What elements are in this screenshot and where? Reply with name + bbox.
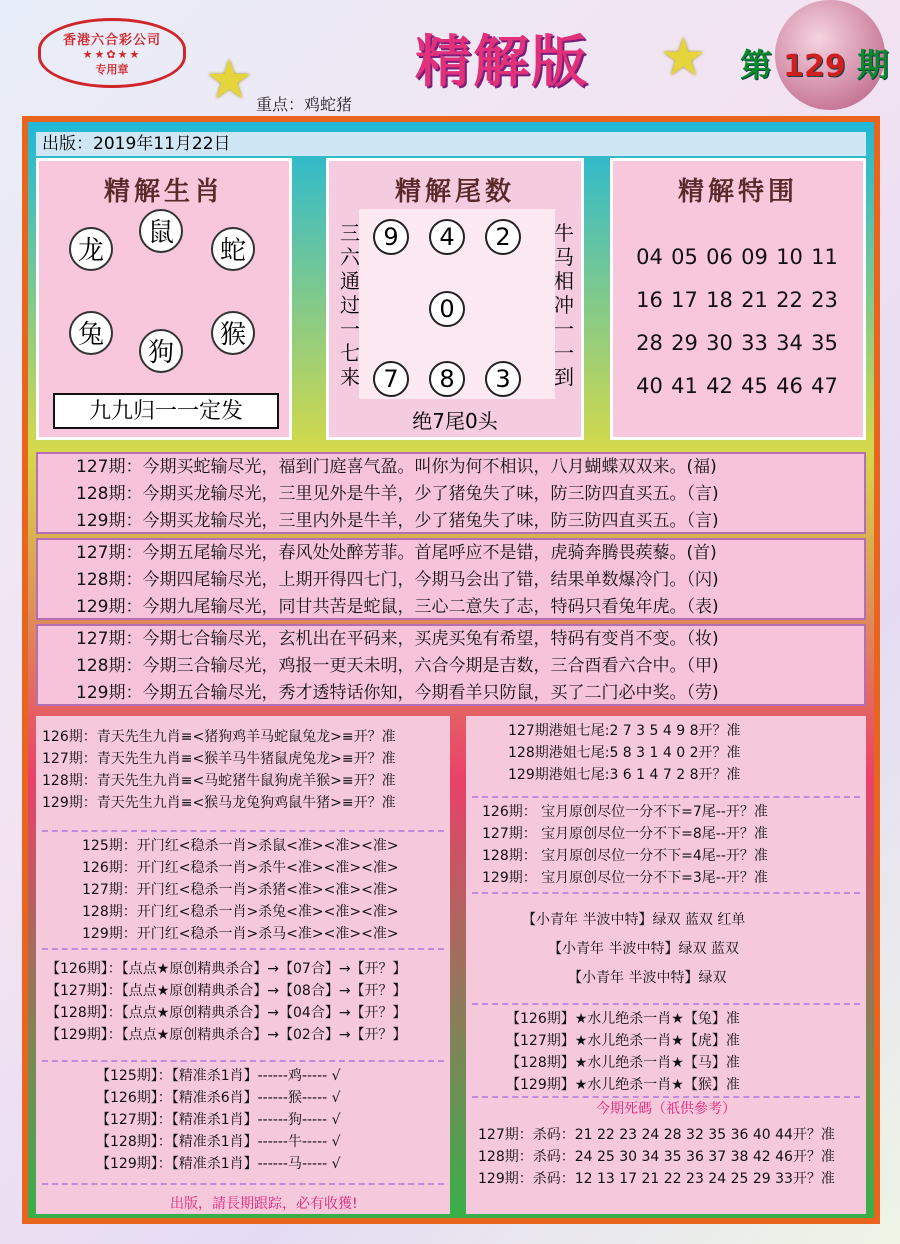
special-number: 33 bbox=[741, 331, 768, 355]
baoyue-row: 127期： 宝月原创尽位一分不下=8尾--开？准 bbox=[482, 826, 768, 842]
tail-number: 9 bbox=[373, 219, 409, 255]
divider bbox=[42, 1183, 444, 1185]
shahe-row: 【126期】：【点点★原创精典杀合】→【07合】→【开？】 bbox=[46, 961, 407, 977]
zodiac-slogan: 九九归一一定发 bbox=[53, 393, 279, 429]
tail-footer: 绝7尾0头 bbox=[412, 409, 498, 433]
divider bbox=[472, 892, 860, 894]
shuier-row: 【129期】★水儿绝杀一肖★【猴】准 bbox=[506, 1077, 740, 1093]
tail-left-vertical: 三六通过一七来 bbox=[340, 221, 360, 389]
poem-row: 128期：今期四尾输尽光，上期开得四七门，今期马会出了错，结果单数爆冷门。（闪) bbox=[76, 570, 719, 590]
issue-prefix: 第 bbox=[740, 46, 773, 84]
special-number-grid bbox=[632, 236, 842, 408]
tail-number: 3 bbox=[485, 361, 521, 397]
special-number: 47 bbox=[811, 374, 838, 398]
special-number: 34 bbox=[776, 331, 803, 355]
focus-line: 重点：鸡蛇猪 bbox=[256, 95, 353, 114]
right-bottom-panel bbox=[466, 716, 866, 1214]
jingzhun-row: 【128期】：【精准杀1肖】------牛----- √ bbox=[96, 1134, 341, 1150]
jingzhun-row: 【125期】：【精准杀1肖】------鸡----- √ bbox=[96, 1068, 341, 1084]
issue-number: 129 bbox=[783, 49, 846, 84]
sima-title: 今期死碼（祇供參考） bbox=[472, 1096, 860, 1120]
special-number: 09 bbox=[741, 245, 768, 269]
shuier-row: 【127期】★水儿绝杀一肖★【虎】准 bbox=[506, 1033, 740, 1049]
special-number: 21 bbox=[741, 288, 768, 312]
special-number: 29 bbox=[671, 331, 698, 355]
qingtian-row: 129期：青天先生九肖≡<猴马龙兔狗鸡鼠牛猪>≡开？准 bbox=[42, 795, 396, 811]
special-number: 05 bbox=[671, 245, 698, 269]
divider bbox=[42, 948, 444, 950]
special-number: 17 bbox=[671, 288, 698, 312]
jingzhun-row: 【126期】：【精准杀6肖】------猴----- √ bbox=[96, 1090, 341, 1106]
special-number: 06 bbox=[706, 245, 733, 269]
kaimenhong-row: 128期：开门红<稳杀一肖>杀兔<准><准><准> bbox=[82, 904, 399, 920]
special-number: 10 bbox=[776, 245, 803, 269]
tail-number: 0 bbox=[429, 291, 465, 327]
special-number: 28 bbox=[636, 331, 663, 355]
special-number: 42 bbox=[706, 374, 733, 398]
shuier-row: 【126期】★水儿绝杀一肖★【兔】准 bbox=[506, 1011, 740, 1027]
poem-row: 129期：今期买龙输尽光，三里内外是牛羊，少了猪兔失了味，防三防四直买五。（言) bbox=[76, 511, 719, 531]
issue-suffix: 期 bbox=[856, 46, 889, 84]
sima-row: 127期：杀码：21 22 23 24 28 32 35 36 40 44开？准 bbox=[478, 1127, 835, 1143]
shahe-row: 【129期】：【点点★原创精典杀合】→【02合】→【开？】 bbox=[46, 1027, 407, 1043]
special-number: 45 bbox=[741, 374, 768, 398]
kaimenhong-row: 126期：开门红<稳杀一肖>杀牛<准><准><准> bbox=[82, 860, 399, 876]
tail-number: 4 bbox=[429, 219, 465, 255]
qingtian-row: 126期：青天先生九肖≡<猪狗鸡羊马蛇鼠兔龙>≡开？准 bbox=[42, 729, 396, 745]
tail-box-head: 精解尾数 bbox=[394, 177, 515, 207]
poem-row: 128期：今期三合输尽光，鸡报一更天未明，六合今期是吉数，三合酉看六合中。（甲) bbox=[76, 656, 719, 676]
poem-row: 127期：今期买蛇输尽光，福到门庭喜气盈。叫你为何不相识，八月蝴蝶双双来。(福) bbox=[76, 457, 717, 477]
star-icon: ★ bbox=[660, 28, 707, 88]
special-number: 18 bbox=[706, 288, 733, 312]
jingzhun-row: 【129期】：【精准杀1肖】------马----- √ bbox=[96, 1156, 341, 1172]
shuier-row: 【128期】★水儿绝杀一肖★【马】准 bbox=[506, 1055, 740, 1071]
star-icon: ★ bbox=[205, 48, 254, 111]
divider bbox=[42, 1060, 444, 1062]
tail-number: 8 bbox=[429, 361, 465, 397]
issue-badge bbox=[740, 40, 889, 86]
divider bbox=[472, 1003, 860, 1005]
poem-row: 128期：今期买龙输尽光，三里见外是牛羊，少了猪兔失了味，防三防四直买五。（言) bbox=[76, 484, 719, 504]
special-box-head: 精解特围 bbox=[677, 177, 798, 207]
kaimenhong-row: 125期：开门红<稳杀一肖>杀鼠<准><准><准> bbox=[82, 838, 399, 854]
publish-date: 出版：2019年11月22日 bbox=[36, 132, 866, 156]
page-title: 精解版 bbox=[415, 29, 589, 95]
qingtian-row: 128期：青天先生九肖≡<马蛇猪牛鼠狗虎羊猴>≡开？准 bbox=[42, 773, 396, 789]
company-seal bbox=[38, 18, 186, 88]
shahe-row: 【128期】：【点点★原创精典杀合】→【04合】→【开？】 bbox=[46, 1005, 407, 1021]
kaimenhong-row: 129期：开门红<稳杀一肖>杀马<准><准><准> bbox=[82, 926, 399, 942]
special-number: 40 bbox=[636, 374, 663, 398]
tail-number: 2 bbox=[485, 219, 521, 255]
poem-row: 129期：今期五合输尽光，秀才透特话你知，今期看羊只防鼠，买了二门必中奖。（劳) bbox=[76, 683, 719, 703]
zodiac-box bbox=[36, 158, 292, 440]
zodiac-box-head: 精解生肖 bbox=[103, 177, 224, 207]
tail-right-vertical: 牛马相冲一一到 bbox=[554, 221, 574, 389]
seal-line-3: 专用章 bbox=[95, 63, 129, 76]
zodiac-item: 兔 bbox=[69, 311, 113, 355]
poem-band-zodiac bbox=[36, 452, 866, 534]
zodiac-item: 鼠 bbox=[139, 209, 183, 253]
kaimenhong-row: 127期：开门红<稳杀一肖>杀猪<准><准><准> bbox=[82, 882, 399, 898]
jingzhun-row: 【127期】：【精准杀1肖】------狗----- √ bbox=[96, 1112, 341, 1128]
special-number: 41 bbox=[671, 374, 698, 398]
gangjie-row: 127期港姐七尾:2 7 3 5 4 9 8开？准 bbox=[508, 723, 741, 739]
poem-row: 127期：今期七合输尽光，玄机出在平码来，买虎买兔有希望，特码有变肖不变。（妆) bbox=[76, 629, 719, 649]
xiaoqing-row: 【小青年 半波中特】绿双 蓝双 红单 bbox=[522, 912, 746, 928]
shahe-row: 【127期】：【点点★原创精典杀合】→【08合】→【开？】 bbox=[46, 983, 407, 999]
divider bbox=[42, 830, 444, 832]
seal-line-1: 香港六合彩公司 bbox=[62, 33, 161, 48]
tail-number: 7 bbox=[373, 361, 409, 397]
poem-row: 127期：今期五尾输尽光，春风处处醉芳菲。首尾呼应不是错，虎骑奔腾畏蒺藜。(首) bbox=[76, 543, 717, 563]
sima-row: 128期：杀码：24 25 30 34 35 36 37 38 42 46开？准 bbox=[478, 1149, 835, 1165]
special-number: 30 bbox=[706, 331, 733, 355]
special-number: 23 bbox=[811, 288, 838, 312]
baoyue-row: 126期： 宝月原创尽位一分不下=7尾--开？准 bbox=[482, 804, 768, 820]
baoyue-row: 128期： 宝月原创尽位一分不下=4尾--开？准 bbox=[482, 848, 768, 864]
zodiac-item: 龙 bbox=[69, 227, 113, 271]
zodiac-item: 狗 bbox=[139, 329, 183, 373]
zodiac-item: 猴 bbox=[211, 311, 255, 355]
special-number: 16 bbox=[636, 288, 663, 312]
zodiac-item: 蛇 bbox=[211, 227, 255, 271]
special-number: 46 bbox=[776, 374, 803, 398]
qingtian-row: 127期：青天先生九肖≡<猴羊马牛猪鼠虎兔龙>≡开？准 bbox=[42, 751, 396, 767]
gangjie-row: 129期港姐七尾:3 6 1 4 7 2 8开？准 bbox=[508, 767, 741, 783]
divider bbox=[472, 796, 860, 798]
poem-band-tail bbox=[36, 538, 866, 620]
special-number: 04 bbox=[636, 245, 663, 269]
sima-row: 129期：杀码：12 13 17 21 22 23 24 25 29 33开？准 bbox=[478, 1171, 835, 1187]
gangjie-row: 128期港姐七尾:5 8 3 1 4 0 2开？准 bbox=[508, 745, 741, 761]
special-number: 11 bbox=[811, 245, 838, 269]
poem-band-combo bbox=[36, 624, 866, 706]
poem-row: 129期：今期九尾输尽光，同甘共苦是蛇鼠，三心二意失了志，特码只看兔年虎。（表) bbox=[76, 597, 719, 617]
baoyue-row: 129期： 宝月原创尽位一分不下=3尾--开？准 bbox=[482, 870, 768, 886]
xiaoqing-row: 【小青年 半波中特】绿双 蓝双 bbox=[548, 941, 739, 957]
special-number: 22 bbox=[776, 288, 803, 312]
special-number: 35 bbox=[811, 331, 838, 355]
xiaoqing-row: 【小青年 半波中特】绿双 bbox=[568, 970, 727, 986]
left-bottom-panel bbox=[36, 716, 450, 1214]
seal-line-2: ★★✿★★ bbox=[82, 48, 142, 61]
tail-number-box bbox=[326, 158, 584, 440]
footer-note: 出版，請長期跟踪，必有收獲! bbox=[170, 1196, 358, 1212]
